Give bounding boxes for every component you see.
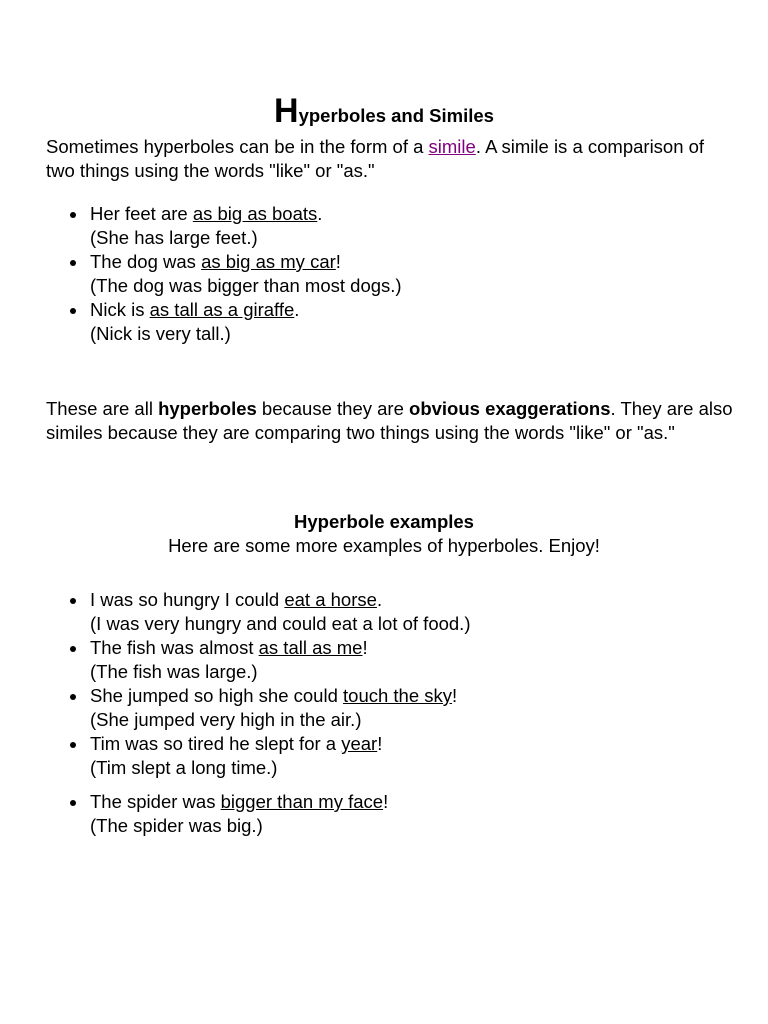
example-meaning: (The dog was bigger than most dogs.) [90, 275, 402, 296]
list-item [46, 298, 736, 346]
example-text-after: ! [452, 685, 458, 706]
list-item [46, 790, 736, 838]
example-meaning: (I was very hungry and could eat a lot of food.) [90, 613, 471, 634]
example-text-before: I was so hungry I could [90, 589, 285, 610]
example-meaning: (She jumped very high in the air.) [90, 709, 362, 730]
example-text-after: . [294, 299, 300, 320]
example-text-before: Her feet are [90, 203, 193, 224]
example-underlined: eat a horse [284, 589, 377, 610]
example-underlined: as tall as me [258, 637, 363, 658]
summary-text-2: because they are [256, 398, 410, 419]
list-item [46, 636, 736, 684]
list-item [46, 202, 736, 250]
list-item [46, 732, 736, 780]
example-meaning: (Nick is very tall.) [90, 323, 231, 344]
example-text-before: She jumped so high she could [90, 685, 344, 706]
example-underlined: year [341, 733, 378, 754]
simile-link[interactable]: simile [428, 136, 476, 157]
example-text-before: The dog was [90, 251, 202, 272]
bullet-icon [70, 308, 76, 314]
bullet-icon [70, 260, 76, 266]
example-meaning: (She has large feet.) [90, 227, 258, 248]
intro-text-before: Sometimes hyperboles can be in the form of a [46, 136, 429, 157]
section-heading: Hyperbole examples [294, 511, 474, 532]
example-text-after: ! [362, 637, 368, 658]
example-underlined: as big as my car [201, 251, 336, 272]
example-text-before: The fish was almost [90, 637, 259, 658]
summary-text-1: These are all [46, 398, 159, 419]
section-subheading: Here are some more examples of hyperboles. Enjoy! [168, 535, 600, 556]
bullet-icon [70, 598, 76, 604]
intro-paragraph [46, 135, 736, 183]
example-text-before: The spider was [90, 791, 221, 812]
bullet-icon [70, 800, 76, 806]
list-item [46, 250, 736, 298]
example-meaning: (Tim slept a long time.) [90, 757, 278, 778]
bullet-icon [70, 694, 76, 700]
list-item [46, 588, 736, 636]
example-underlined: as big as boats [192, 203, 318, 224]
list-item [46, 684, 736, 732]
title-drop-letter: H [274, 92, 299, 130]
page-title [0, 93, 768, 134]
example-underlined: touch the sky [343, 685, 453, 706]
bullet-icon [70, 212, 76, 218]
summary-bold-1: hyperboles [158, 398, 257, 419]
example-meaning: (The fish was large.) [90, 661, 258, 682]
example-text-before: Nick is [90, 299, 150, 320]
example-text-after: . [317, 203, 323, 224]
example-text-after: . [376, 589, 383, 610]
bullet-icon [70, 646, 76, 652]
summary-paragraph [46, 397, 736, 445]
intro-text-after: . A simile is a comparison of two things using the words "like" or "as." [46, 136, 705, 181]
example-text-before: Tim was so tired he slept for a [90, 733, 342, 754]
example-meaning: (The spider was big.) [90, 815, 263, 836]
example-underlined: as tall as a giraffe [149, 299, 295, 320]
example-underlined: bigger than my face [220, 791, 384, 812]
title-rest: yperboles and Similes [298, 105, 494, 126]
section-header [0, 510, 768, 558]
example-text-after: ! [335, 251, 341, 272]
simile-examples-list [46, 202, 736, 346]
hyperbole-examples-list [46, 588, 736, 838]
example-text-after: ! [377, 733, 383, 754]
summary-bold-2: obvious exaggerations [409, 398, 611, 419]
bullet-icon [70, 742, 76, 748]
summary-text-3: . They are also similes because they are comparing two things using the words "like" or "as." [46, 398, 733, 443]
example-text-after: ! [383, 791, 389, 812]
